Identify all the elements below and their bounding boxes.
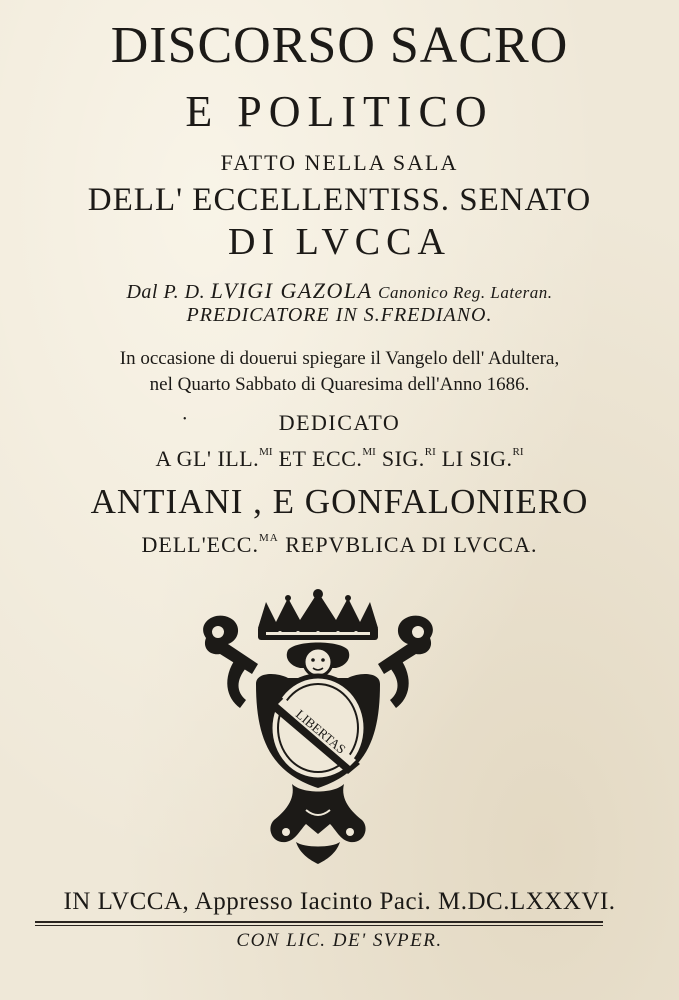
dedication-text-b: ET ECC. (272, 446, 363, 471)
title-line-5: DI LVCCA (228, 221, 451, 263)
dedication-sup-3: RI (424, 446, 436, 458)
imprint-rule (35, 921, 603, 923)
license-line: CON LIC. DE' SVPER. (236, 930, 443, 951)
author-name: LVIGI GAZOLA (210, 278, 373, 303)
dedication-sup-1: MI (259, 446, 273, 458)
ink-dot: • (183, 414, 189, 425)
author-suffix: Canonico Reg. Lateran. (378, 283, 553, 302)
lower-ornament (270, 784, 365, 864)
imprint-rule-thin (35, 925, 603, 926)
left-scroll-ornament (203, 616, 258, 708)
dedication-sup-2: MI (362, 446, 376, 458)
dedication-line-2: ANTIANI , E GONFALONIERO (90, 482, 589, 521)
author-line (0, 278, 679, 304)
dedication-line3-sup: MA (258, 532, 279, 544)
dedication-text-c: SIG. (375, 446, 425, 471)
dedication-heading (0, 410, 679, 436)
dedication-text-d: LI SIG. (435, 446, 513, 471)
dedication-line-1 (0, 446, 679, 472)
dedication-line-3 (0, 532, 679, 558)
imprint-line: IN LVCCA, Appresso Iacinto Paci. M.DC.LXXXVI. (63, 888, 616, 915)
dedication-text-a: A GL' ILL. (155, 446, 260, 471)
dedication-line3-b: REPVBLICA DI LVCCA. (278, 532, 538, 557)
title-line-4: DELL' ECCELLENTISS. SENATO (87, 182, 592, 218)
author-prefix: Dal P. D. (126, 281, 206, 303)
occasion-line-1: In occasione di douerui spiegare il Vangelo dell' Adultera, (119, 348, 560, 369)
title-line-2: E POLITICO (185, 87, 494, 136)
occasion-line-2: nel Quarto Sabbato di Quaresima dell'Anno 1686. (149, 374, 530, 395)
author-role: PREDICATORE IN S.FREDIANO. (186, 304, 493, 326)
cherub-head-icon (287, 643, 350, 677)
right-scroll-ornament (378, 616, 433, 708)
dedication-line3-a: DELL'ECC. (141, 532, 259, 557)
dedication-heading-text: DEDICATO (278, 410, 401, 435)
crown-icon (258, 589, 378, 640)
dedication-sup-4: RI (512, 446, 524, 458)
crest-motto: LIBERTAS (292, 706, 349, 757)
coat-of-arms-emblem (196, 588, 440, 868)
title-line-1: DISCORSO SACRO (110, 17, 569, 74)
title-line-3: FATTO NELLA SALA (220, 150, 459, 175)
